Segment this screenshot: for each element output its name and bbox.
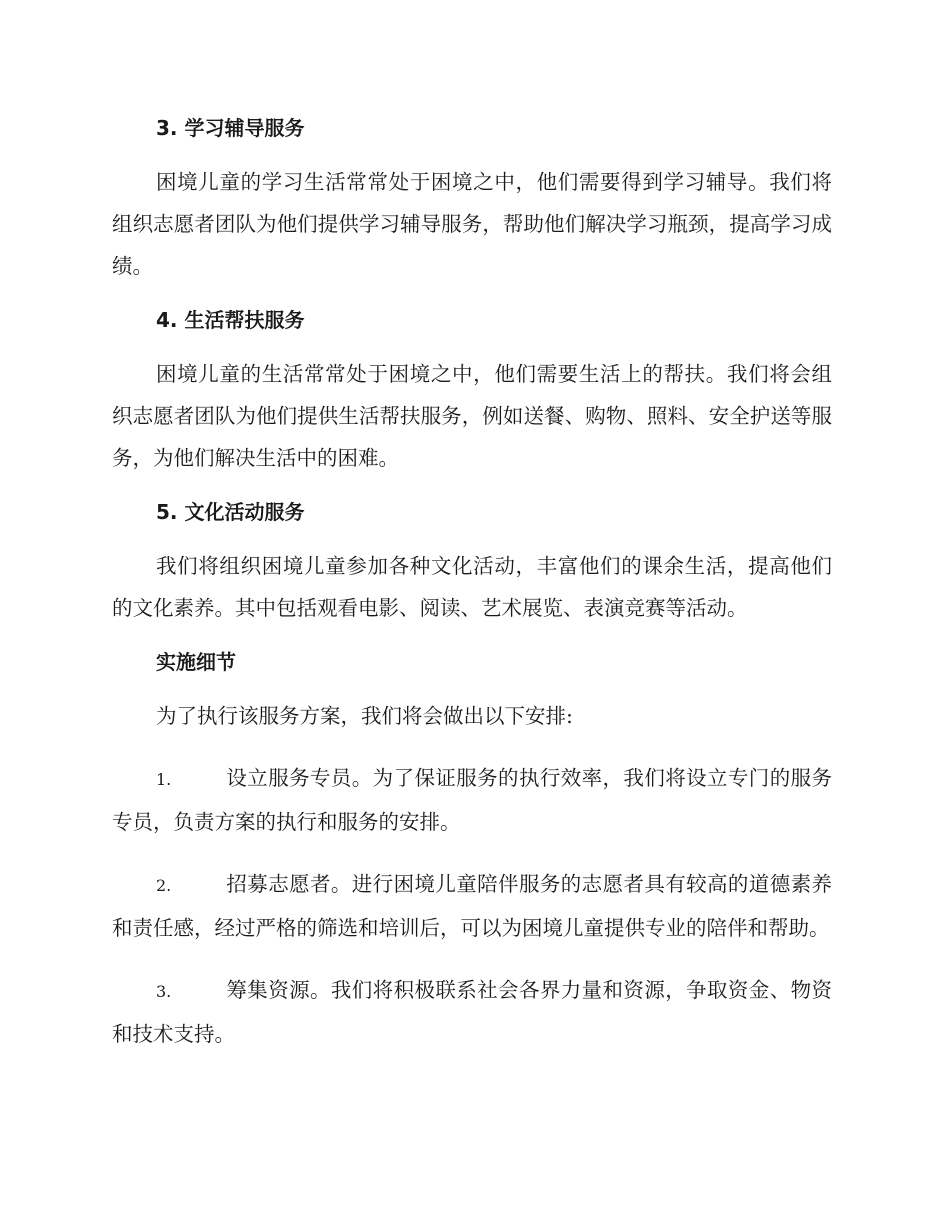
section-body-culture: 我们将组织困境儿童参加各种文化活动，丰富他们的课余生活，提高他们的文化素养。其中包括观看电影、阅读、艺术展览、表演竞赛等活动。	[112, 554, 832, 620]
list-item	[112, 757, 832, 843]
section-body-study: 困境儿童的学习生活常常处于困境之中，他们需要得到学习辅导。我们将组织志愿者团队为他们提供学习辅导服务，帮助他们解决学习瓶颈，提高学习成绩。	[112, 170, 832, 278]
list-item-text: 筹集资源。我们将积极联系社会各界力量和资源，争取资金、物资和技术支持。	[112, 978, 832, 1046]
list-item-text: 招募志愿者。进行困境儿童陪伴服务的志愿者具有较高的道德素养和责任感，经过严格的筛选和培训后，可以为困境儿童提供专业的陪伴和帮助。	[112, 872, 832, 940]
implementation-intro: 为了执行该服务方案，我们将会做出以下安排:	[156, 704, 573, 728]
list-item	[112, 969, 832, 1055]
implementation-heading: 实施细节	[156, 650, 236, 674]
list-item-number: 1.	[156, 770, 172, 789]
list-item	[112, 863, 832, 949]
section-heading-study: 3. 学习辅导服务	[156, 116, 305, 140]
section-body-life: 困境儿童的生活常常处于困境之中，他们需要生活上的帮扶。我们将会组织志愿者团队为他们提供生活帮扶服务，例如送餐、购物、照料、安全护送等服务，为他们解决生活中的困难。	[112, 362, 832, 470]
section-heading-culture: 5. 文化活动服务	[156, 500, 305, 524]
list-item-text: 设立服务专员。为了保证服务的执行效率，我们将设立专门的服务专员，负责方案的执行和服务的安排。	[112, 766, 832, 834]
list-item-number: 2.	[156, 876, 172, 895]
document-page	[112, 108, 832, 1055]
list-item-number: 3.	[156, 982, 172, 1001]
section-heading-life: 4. 生活帮扶服务	[156, 308, 305, 332]
